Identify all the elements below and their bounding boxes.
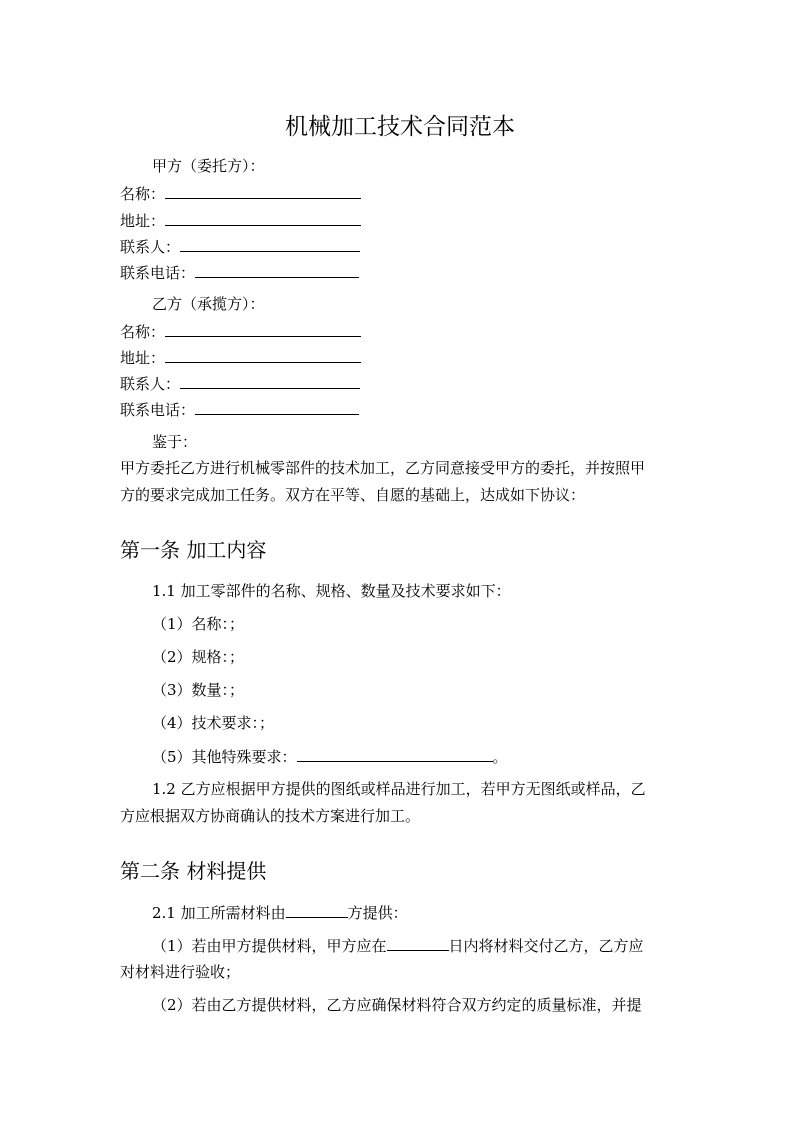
party-b-phone-label: 联系电话： bbox=[120, 401, 196, 419]
party-b-name-field[interactable] bbox=[165, 321, 361, 337]
clause-2-1-item-1-line-1 bbox=[152, 935, 644, 956]
party-a-contact-field[interactable] bbox=[180, 236, 360, 252]
party-b-contact-field[interactable] bbox=[180, 373, 360, 389]
clause-1-1-item-3: （3）数量：； bbox=[152, 681, 245, 699]
party-b-contact-label: 联系人： bbox=[120, 375, 181, 393]
whereas-text-line-1: 甲方委托乙方进行机械零部件的技术加工，乙方同意接受甲方的委托，并按照甲 bbox=[120, 459, 646, 477]
party-a-contact-row bbox=[120, 236, 360, 257]
party-a-address-field[interactable] bbox=[165, 210, 361, 226]
party-b-contact-row bbox=[120, 373, 360, 394]
whereas-text-line-2: 方的要求完成加工任务。双方在平等、自愿的基础上，达成如下协议： bbox=[120, 486, 586, 504]
clause-1-1-item-2: （2）规格：； bbox=[152, 648, 245, 666]
party-a-heading: 甲方（委托方）： bbox=[152, 157, 265, 175]
clause-2-1-suffix: 方提供： bbox=[347, 904, 408, 922]
party-a-name-field[interactable] bbox=[165, 183, 361, 199]
material-provider-field[interactable] bbox=[286, 902, 348, 918]
clause-2-1-prefix: 2.1 加工所需材料由 bbox=[152, 904, 286, 922]
clause-2-1 bbox=[152, 902, 408, 923]
clause-2-1-item-2: （2）若由乙方提供材料，乙方应确保材料符合双方约定的质量标准，并提 bbox=[152, 996, 642, 1014]
party-b-name-label: 名称： bbox=[120, 323, 166, 341]
clause-1-1-item-4: （4）技术要求：； bbox=[152, 714, 275, 732]
article-1-heading: 第一条 加工内容 bbox=[120, 538, 267, 562]
party-b-address-row bbox=[120, 347, 361, 368]
party-a-phone-label: 联系电话： bbox=[120, 264, 196, 282]
delivery-days-field[interactable] bbox=[387, 935, 449, 951]
party-b-phone-field[interactable] bbox=[195, 399, 359, 415]
party-a-address-label: 地址： bbox=[120, 212, 166, 230]
party-b-name-row bbox=[120, 321, 361, 342]
special-requirements-field[interactable] bbox=[297, 746, 493, 762]
document-title: 机械加工技术合同范本 bbox=[285, 114, 515, 140]
clause-1-1-item-1: （1）名称：； bbox=[152, 615, 245, 633]
item-1-prefix: （1）若由甲方提供材料，甲方应在 bbox=[152, 937, 387, 955]
whereas-label: 鉴于： bbox=[152, 433, 198, 451]
party-a-address-row bbox=[120, 210, 361, 231]
party-b-phone-row bbox=[120, 399, 359, 420]
item-5-end: 。 bbox=[492, 748, 508, 766]
clause-1-1-item-5 bbox=[152, 746, 508, 767]
clause-1-2-line-2: 方应根据双方协商确认的技术方案进行加工。 bbox=[120, 807, 421, 825]
party-a-contact-label: 联系人： bbox=[120, 238, 181, 256]
item-1-suffix: 日内将材料交付乙方，乙方应 bbox=[448, 937, 644, 955]
party-b-address-field[interactable] bbox=[165, 347, 361, 363]
party-a-name-label: 名称： bbox=[120, 185, 166, 203]
item-5-label: （5）其他特殊要求： bbox=[152, 748, 297, 766]
party-a-name-row bbox=[120, 183, 361, 204]
clause-1-2-line-1: 1.2 乙方应根据甲方提供的图纸或样品进行加工，若甲方无图纸或样品，乙 bbox=[152, 780, 646, 798]
clause-2-1-item-1-line-2: 对材料进行验收； bbox=[120, 963, 241, 981]
party-b-heading: 乙方（承揽方）： bbox=[152, 295, 265, 313]
clause-1-1: 1.1 加工零部件的名称、规格、数量及技术要求如下： bbox=[152, 582, 511, 600]
party-b-address-label: 地址： bbox=[120, 349, 166, 367]
party-a-phone-field[interactable] bbox=[195, 262, 359, 278]
article-2-heading: 第二条 材料提供 bbox=[120, 859, 267, 883]
party-a-phone-row bbox=[120, 262, 359, 283]
